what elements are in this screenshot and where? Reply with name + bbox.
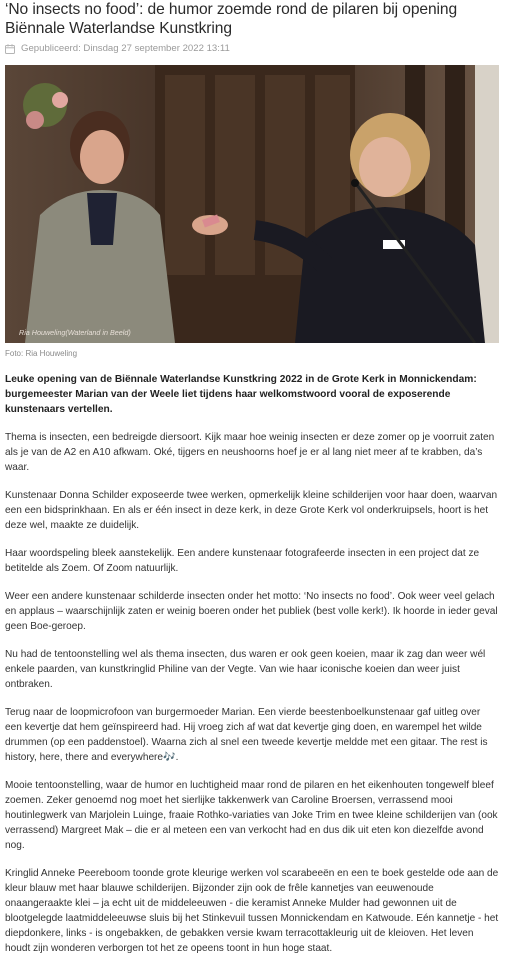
article-paragraph: Kringlid Anneke Peereboom toonde grote kleurige werken vol scarabeeën en een te boek gestelde ode aan de kleur blauw met haar blauwe schilderijen. Bijzonder zijn ook de frêle kannetjes van eeuwenoude onaangeraakte klei – ja echt uit de middeleeuwen - die keramist Anneke Mulder had gewonnen uit de blootgelegde laatmiddeleeuwse sluis bij het Stinkevuil tussen Monnickendam en Katwoude. Eén kannetje - het diepdonkere, links - is ongebakken, de gebakken versie kwam terracottakleurig uit de kleioven. Het leven houdt zijn wonderen verborgen tot het ze opeens toont in hun hoge staat.	[5, 868, 499, 954]
article-paragraph: Weer een andere kunstenaar schilderde insecten onder het motto: ‘No insects no food’. Ook weer veel gelach en applaus – waarschijnlijk zaten er weinig boeren onder het publiek (best volle kerk!). Ik hoorde in ieder geval geen Boe-geroep.	[5, 591, 498, 632]
article-paragraph: Nu had de tentoonstelling wel als thema insecten, dus waren er ook geen koeien, maar ik zag dan weer wél enkele paarden, van kunstkringlid Philine van der Vegte. Van wie haar iconische koeien dan weer juist ontbraken.	[5, 649, 486, 690]
photo-caption: Foto: Ria Houweling	[5, 349, 78, 358]
article-photo[interactable]	[5, 65, 499, 343]
article-title: ‘No insects no food’: de humor zoemde rond de pilaren bij opening Biënnale Waterlandse Kunstkring	[5, 1, 458, 37]
article-lead: Leuke opening van de Biënnale Waterlandse Kunstkring 2022 in de Grote Kerk in Monnickendam: burgemeester Marian van der Weele liet tijdens haar welkomstwoord vooral de exposerende kunstenaars vertellen.	[5, 374, 477, 415]
calendar-icon	[5, 44, 15, 54]
article-paragraph: Mooie tentoonstelling, waar de humor en luchtigheid maar rond de pilaren en het eikenhouten tongewelf bleef zoemen. Zeker genoemd nog moet het sierlijke takkenwerk van Caroline Broersen, verrassend mooi houtinlegwerk van Marjolein Luinge, fraaie Rothko-variaties van Joke Trim en twee kleine schilderijen van (ook verrassend) Margreet Mak – die er al meteen een van verkocht had en dus dik uit eten kon diezelfde avond nog.	[5, 780, 498, 851]
article-paragraph: Haar woordspeling bleek aanstekelijk. Een andere kunstenaar fotografeerde insecten in een project dat ze betitelde als Zoem. Of Zoom natuurlijk.	[5, 548, 480, 574]
publish-date: Gepubliceerd: Dinsdag 27 september 2022 13:11	[21, 43, 230, 54]
photo-illustration	[5, 65, 499, 343]
publish-meta	[5, 43, 499, 54]
article-paragraph: Kunstenaar Donna Schilder exposeerde twee werken, opmerkelijk kleine schilderijen voor haar doen, waarvan een een bidsprinkhaan. En als er één insect in deze kerk, in deze Grote Kerk vol onderkruipsels, hoort is het deze wel, maakte ze duidelijk.	[5, 490, 498, 531]
article-paragraph: Terug naar de loopmicrofoon van burgermoeder Marian. Een vierde beestenboelkunstenaar gaf uitleg over een kevertje dat hem geïnspireerd had. Hij vroeg zich af wat dat kevertje ging doen, en warempel het wilde drummen (op een paddenstoel). Waarna zich al snel een tweede kevertje meldde met een gitaar. The rest is history, here, there and everywhere🎶.	[5, 707, 488, 763]
photo-credit-overlay: Ria Houweling(Waterland in Beeld)	[19, 328, 131, 337]
article-paragraph: Thema is insecten, een bedreigde diersoort. Kijk maar hoe weinig insecten er deze zomer op je voorruit zaten als je van de A2 en A10 afkwam. Oké, tijgers en neushoorns hoef je er al lang niet meer af te krabben, da’s waar.	[5, 432, 495, 473]
